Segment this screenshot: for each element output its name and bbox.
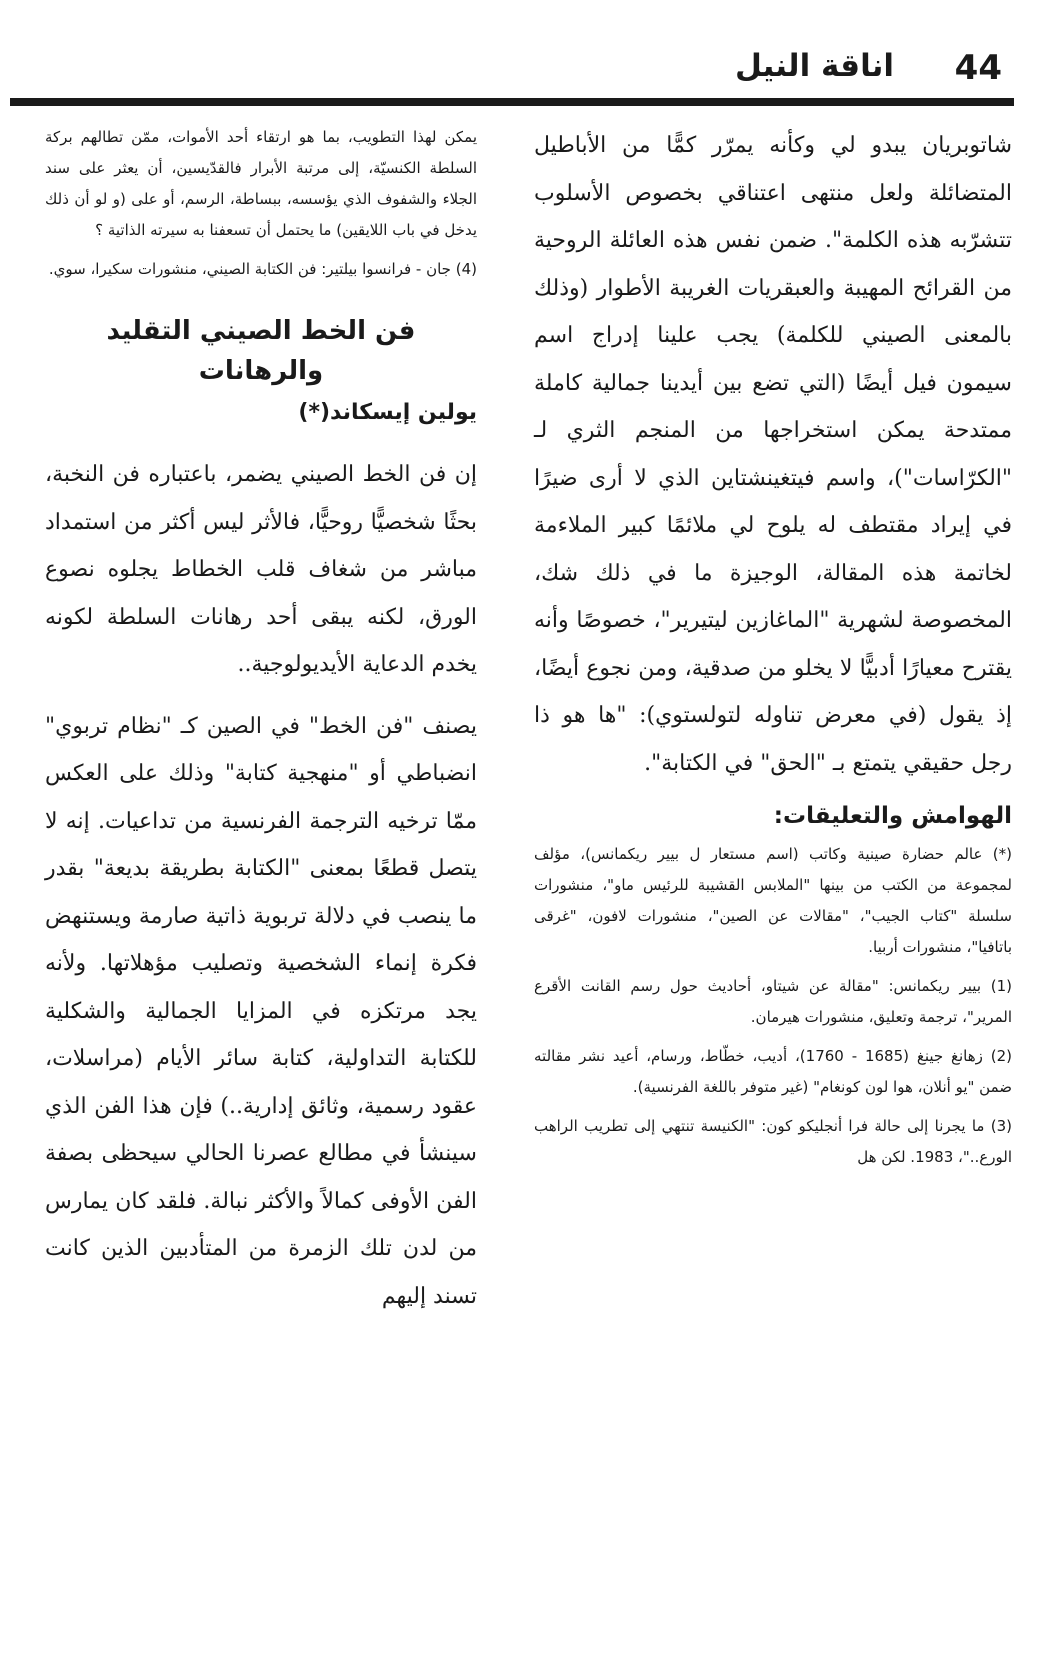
footnote: (4) جان - فرانسوا بيلتير: فن الكتابة الصيني، منشورات سكيرا، سوي.	[48, 260, 477, 278]
magazine-title: اناقة النيل	[734, 48, 894, 84]
notes-heading: الهوامش والتعليقات:	[773, 803, 1012, 829]
footnote: (2) زهانغ جينغ (1685 - 1760)، أديب، خطّاط، ورسام، أعيد نشر مقالته ضمن "يو أنلان، هوا لون كونغام" (غير متوفر باللغة الفرنسية).	[534, 1047, 1012, 1096]
footnote: (1) بيير ريكمانس: "مقالة عن شيتاو، أحاديث حول رسم القانت الأقرع المرير"، ترجمة وتعليق، منشورات هيرمان.	[534, 977, 1012, 1026]
body-paragraph: إن فن الخط الصيني يضمر، باعتباره فن النخبة، بحثًا شخصيًّا روحيًّا، فالأثر ليس أكثر من استمداد مباشر من شغاف قلب الخطاط يجلوه نصوع الورق، لكنه يبقى أحد رهانات السلطة لكونه يخدم الدعاية الأيديولوجية..	[45, 462, 477, 677]
left-column	[45, 122, 477, 1334]
body-paragraph: يصنف "فن الخط" في الصين كـ "نظام تربوي" انضباطي أو "منهجية كتابة" وذلك على العكس ممّا ترخيه الترجمة الفرنسية من تداعيات. إنه لا يتصل قطعًا بمعنى "الكتابة بطريقة بديعة" بقدر ما ينصب في دلالة تربوية ذاتية صارمة ويستنهض فكرة إنماء الشخصية وتصليب مؤهلاتها. ولأنه يجد مرتكزه في المزايا الجمالية والشكلية للكتابة التداولية، كتابة سائر الأيام (مراسلات، عقود رسمية، وثائق إدارية..) فإن هذا الفن الذي سينشأ في مطالع عصرنا الحالي سيحظى بصفة الفن الأوفى كمالاً والأكثر نبالة. فلقد كان يمارس من لدن تلك الزمرة من المتأدبين الذين كانت تسند إليهم	[45, 713, 477, 1309]
footnote: (3) ما يجرنا إلى حالة فرا أنجليكو كون: "الكنيسة تنتهي إلى تطريب الراهب الورع.."، 1983. لكن هل	[534, 1117, 1012, 1166]
footnote-continued: يمكن لهذا التطويب، بما هو ارتقاء أحد الأموات، ممّن تطالهم بركة السلطة الكنسيّة، إلى مرتبة الأبرار فالقدّيسين، أن يعثر على سند الجلاء والشفوف الذي يؤسسه، ببساطة، الرسم، أو على (و لو أن ذلك يدخل في باب اللايقين) ما يحتمل أن تسعفنا به سيرته الذاتية ؟	[45, 128, 477, 239]
header-rule	[10, 98, 1014, 106]
page-header	[0, 0, 1044, 110]
page-number: 44	[954, 48, 1002, 88]
article-author: يولين إيسكاند(*)	[298, 400, 477, 425]
body-paragraph: شاتوبريان يبدو لي وكأنه يمرّر كمًّا من الأباطيل المتضائلة ولعل منتهى اعتناقي بخصوص الأسلوب تتشرّبه هذه الكلمة". ضمن نفس هذه العائلة الروحية من القرائح المهيبة والعبقريات الغريبة الأطوار (وذلك بالمعنى الصيني للكلمة) يجب علينا إدراج اسم سيمون فيل أيضًا (التي تضع بين أيدينا جمالية كاملة ممتدحة يمكن استخراجها من المنجم الثري لـ "الكرّاسات")، واسم فيتغينشتاين الذي لا أرى ضيرًا في إيراد مقتطف له يلوح لي ملائمًا كبير الملاءمة لخاتمة هذه المقالة، الوجيزة ما في ذلك شك، المخصوصة لشهرية "الماغازين ليتيرير"، خصوصًا وأنه يقترح معيارًا أدبيًّا لا يخلو من صدقية، ومن نجوع أيضًا، إذ يقول (في معرض تناوله لتولستوي): "ها هو ذا رجل حقيقي يتمتع بـ "الحق" في الكتابة".	[534, 133, 1012, 776]
right-column	[534, 122, 1012, 1181]
article-title: فن الخط الصيني التقليد والرهانات	[106, 316, 416, 386]
footnote: (*) عالم حضارة صينية وكاتب (اسم مستعار ل بيير ريكمانس)، مؤلف لمجموعة من الكتب من بينها "الملابس القشيبة للرئيس ماو"، منشورات سلسلة "كتاب الجيب"، "مقالات عن الصين"، منشورات لافون، "غرقى باتافيا"، منشورات أربيا.	[534, 845, 1012, 956]
